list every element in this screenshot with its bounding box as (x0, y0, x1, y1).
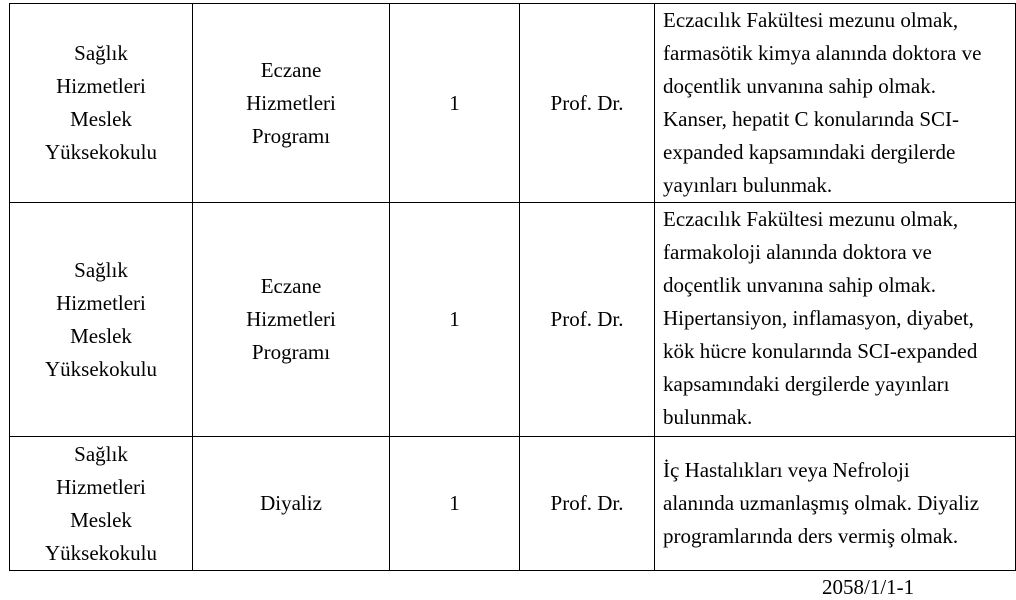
requirement-line: Kanser, hepatit C konularında SCI- (663, 107, 960, 131)
program-line: Eczane (260, 274, 322, 298)
unit-cell (10, 437, 193, 571)
requirements-cell (655, 437, 1016, 571)
positions-table (9, 3, 1016, 571)
unit-line: Meslek (70, 507, 132, 532)
unit-line: Sağlık (74, 257, 128, 282)
requirement-line: programlarında ders vermiş olmak. (663, 524, 959, 548)
unit-line: Hizmetleri (56, 74, 146, 98)
program-cell (193, 203, 390, 437)
count-cell: 1 (390, 4, 520, 203)
requirement-line: Eczacılık Fakültesi mezunu olmak, (663, 8, 959, 32)
requirement-line: kök hücre konularında SCI-expanded (663, 339, 978, 363)
requirement-line: alanında uzmanlaşmış olmak. Diyaliz (663, 491, 980, 515)
program-cell (193, 437, 390, 571)
program-line: Eczane (260, 57, 322, 82)
requirement-line: yayınları bulunmak. (663, 173, 833, 197)
unit-line: Yüksekokulu (45, 140, 157, 164)
program-line: Diyaliz (260, 491, 322, 515)
unit-line: Meslek (70, 323, 132, 348)
requirement-line: İç Hastalıkları veya Nefroloji (663, 458, 910, 482)
program-line: Programı (251, 123, 331, 148)
unit-line: Meslek (70, 107, 132, 131)
unit-line: Yüksekokulu (45, 356, 157, 381)
requirements-cell (655, 203, 1016, 437)
unit-line: Sağlık (74, 41, 128, 65)
requirement-line: Eczacılık Fakültesi mezunu olmak, (663, 207, 959, 231)
unit-cell (10, 203, 193, 437)
program-line: Hizmetleri (246, 90, 336, 115)
title-cell: Prof. Dr. (520, 437, 655, 571)
unit-cell (10, 4, 193, 203)
title-cell: Prof. Dr. (520, 203, 655, 437)
count-cell: 1 (390, 437, 520, 571)
table-row (10, 4, 1016, 203)
unit-line: Hizmetleri (56, 474, 146, 499)
requirement-line: bulunmak. (663, 405, 753, 429)
requirement-line: kapsamındaki dergilerde yayınları (663, 372, 950, 396)
unit-line: Yüksekokulu (45, 540, 157, 565)
table-row (10, 203, 1016, 437)
requirements-cell (655, 4, 1016, 203)
requirement-line: farmasötik kimya alanında doktora ve (663, 41, 982, 65)
program-line: Programı (251, 340, 331, 364)
page-number: 2058/1/1-1 (822, 575, 915, 599)
table-row (10, 437, 1016, 571)
program-cell (193, 4, 390, 203)
requirement-line: farmakoloji alanında doktora ve (663, 240, 932, 264)
unit-line: Sağlık (74, 441, 128, 466)
requirement-line: Hipertansiyon, inflamasyon, diyabet, (663, 306, 974, 330)
unit-line: Hizmetleri (56, 290, 146, 315)
program-line: Hizmetleri (246, 307, 336, 331)
title-cell: Prof. Dr. (520, 4, 655, 203)
requirement-line: doçentlik unvanına sahip olmak. (663, 273, 936, 297)
requirement-line: doçentlik unvanına sahip olmak. (663, 74, 936, 98)
requirement-line: expanded kapsamındaki dergilerde (663, 140, 956, 164)
count-cell: 1 (390, 203, 520, 437)
